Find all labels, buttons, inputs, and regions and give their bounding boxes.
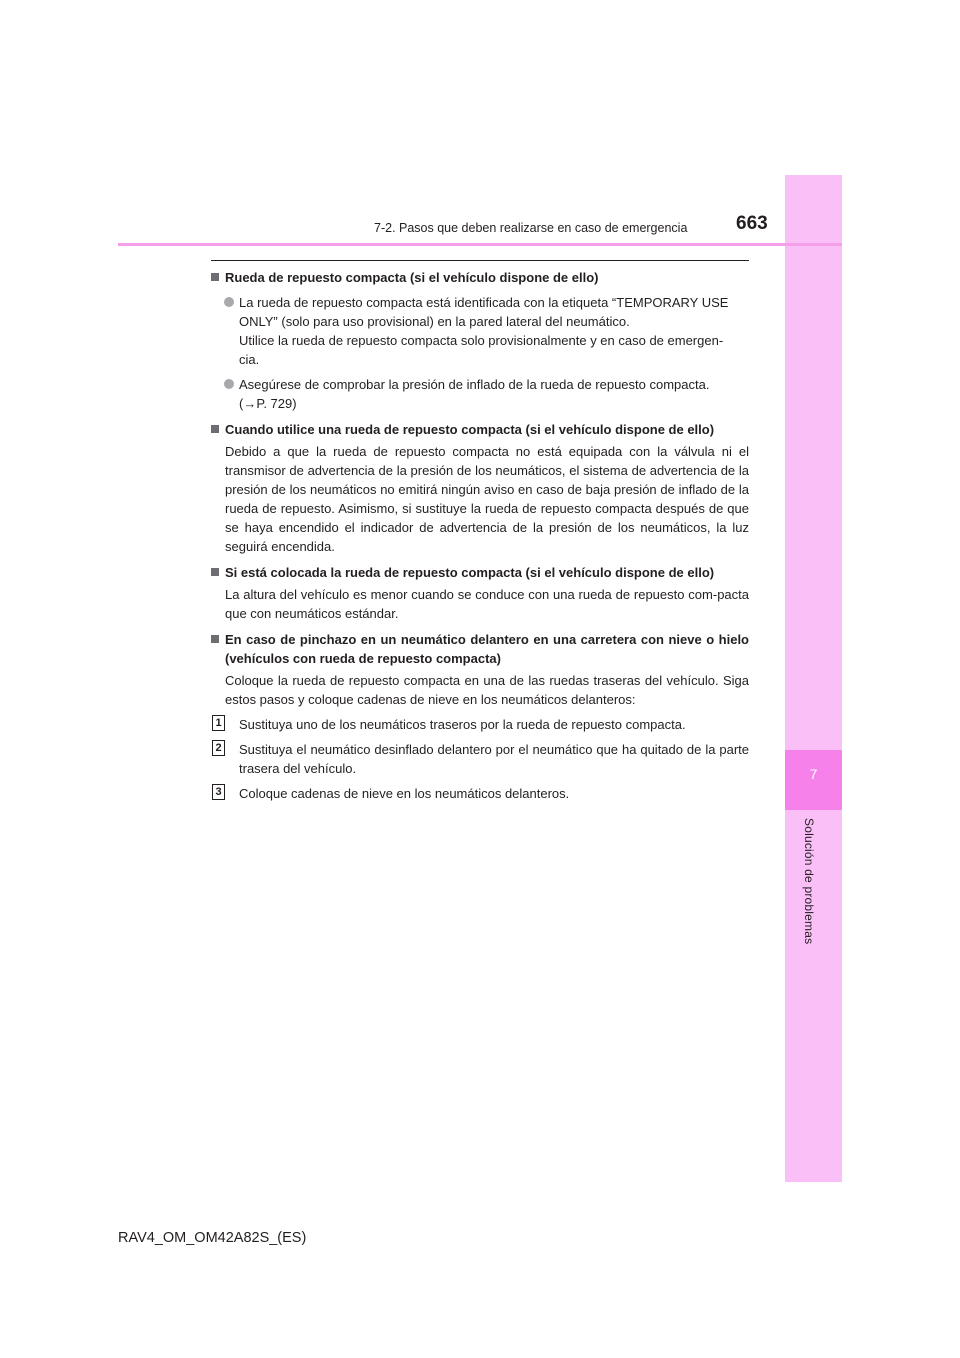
section-heading: En caso de pinchazo en un neumático delantero en una carretera con nieve o hielo (vehículos con rueda de repuesto compacta)	[211, 630, 749, 668]
step-item: 2 Sustituya el neumático desinflado delantero por el neumático que ha quitado de la parte trasera del vehículo.	[211, 740, 749, 778]
section-heading: Si está colocada la rueda de repuesto compacta (si el vehículo dispone de ello)	[211, 563, 749, 582]
square-bullet-icon	[211, 425, 219, 433]
step-number-box: 1	[212, 715, 225, 731]
section-paragraph: Coloque la rueda de repuesto compacta en una de las ruedas traseras del vehículo. Siga estos pasos y coloque cadenas de nieve en los neumáticos delanteros:	[225, 673, 749, 707]
page-reference[interactable]: (→P. 729)	[239, 396, 297, 411]
document-code: RAV4_OM_OM42A82S_(ES)	[118, 1230, 307, 1246]
circle-bullet-icon	[224, 379, 234, 389]
bullet-item: Asegúrese de comprobar la presión de inflado de la rueda de repuesto compacta. (→P. 729)	[211, 375, 749, 413]
section-heading: Cuando utilice una rueda de repuesto compacta (si el vehículo dispone de ello)	[211, 420, 749, 439]
side-tab	[785, 175, 842, 1182]
section-paragraph: La altura del vehículo es menor cuando se conduce con una rueda de repuesto com-pacta que con neumáticos estándar.	[225, 587, 749, 621]
step-number-box: 2	[212, 740, 225, 756]
content-top-rule	[211, 260, 749, 261]
square-bullet-icon	[211, 568, 219, 576]
header-section-title: 7-2. Pasos que deben realizarse en caso de emergencia	[374, 221, 688, 235]
step-number-box: 3	[212, 784, 225, 800]
page-content	[211, 268, 749, 803]
section-paragraph: Debido a que la rueda de repuesto compacta no está equipada con la válvula ni el transmisor de advertencia de la presión de los neumáticos, el sistema de advertencia de la presión de los neumáticos no emitirá ningún aviso en caso de baja presión de inflado de la rueda de repuesto. Asimismo, si sustituye la rueda de repuesto compacta después de que se haya encendido el indicador de advertencia de la presión de los neumáticos, la luz seguirá encendida.	[225, 444, 749, 554]
circle-bullet-icon	[224, 297, 234, 307]
bullet-item: La rueda de repuesto compacta está identificada con la etiqueta “TEMPORARY USE ONLY” (solo para uso provisional) en la pared lateral del neumático. Utilice la rueda de repuesto compacta solo provisionalmente y en caso de emergen- cia.	[211, 293, 749, 369]
square-bullet-icon	[211, 635, 219, 643]
chapter-number: 7	[809, 766, 818, 782]
step-item: 1 Sustituya uno de los neumáticos traseros por la rueda de repuesto compacta.	[211, 715, 749, 734]
section-heading: Rueda de repuesto compacta (si el vehículo dispone de ello)	[211, 268, 749, 287]
square-bullet-icon	[211, 273, 219, 281]
chapter-label: Solución de problemas	[802, 818, 816, 945]
page-number: 663	[736, 213, 768, 234]
step-item: 3 Coloque cadenas de nieve en los neumáticos delanteros.	[211, 784, 749, 803]
header-rule	[118, 243, 842, 246]
